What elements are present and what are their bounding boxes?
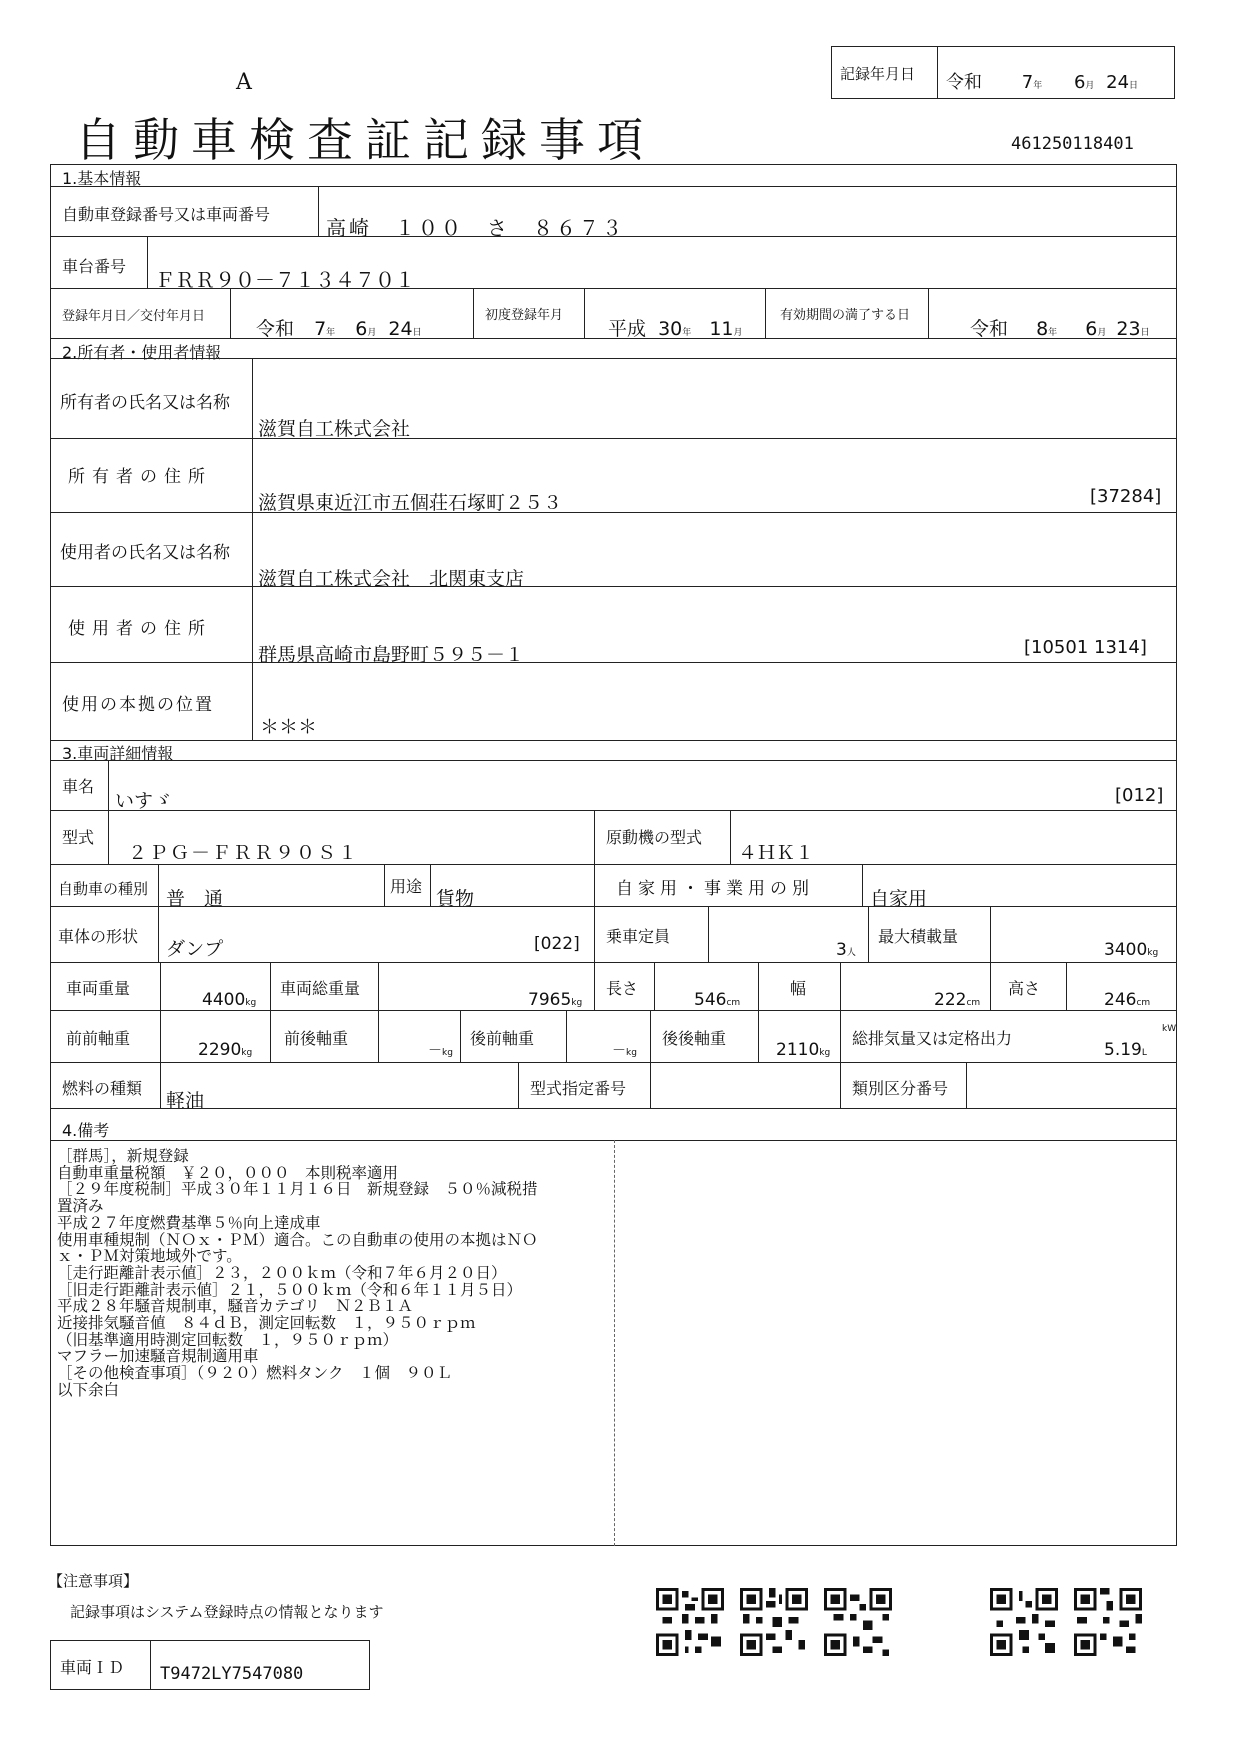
width-label: 幅 bbox=[790, 979, 807, 998]
section3-title: 3.車両詳細情報 bbox=[62, 744, 174, 763]
weight-label: 車両重量 bbox=[66, 979, 131, 998]
length-label: 長さ bbox=[606, 979, 639, 998]
first-reg-label: 初度登録年月 bbox=[485, 308, 564, 323]
qr-code-5-icon bbox=[1074, 1588, 1142, 1656]
owner-name: 滋賀自工株式会社 bbox=[258, 418, 411, 440]
gross-weight: 7965kg bbox=[528, 990, 583, 1010]
caution-title: 【注意事項】 bbox=[48, 1572, 139, 1590]
body-shape: ダンプ bbox=[166, 938, 224, 960]
user-address-label: 使用者の住所 bbox=[68, 619, 212, 639]
model-label: 型式 bbox=[62, 828, 95, 847]
section1-title: 1.基本情報 bbox=[62, 169, 142, 188]
kind-label: 自動車の種別 bbox=[58, 880, 149, 898]
owner-address-label: 所有者の住所 bbox=[68, 467, 212, 487]
vehicle-id: T9472LY7547080 bbox=[160, 1664, 304, 1684]
page-title: 自動車検査証記録事項 bbox=[75, 113, 655, 167]
vehicle-id-label: 車両ＩＤ bbox=[60, 1658, 125, 1677]
engine-model: ４ＨＫ１ bbox=[738, 842, 815, 864]
vehicle-weight: 4400kg bbox=[202, 990, 257, 1010]
rr-axle-label: 後後軸重 bbox=[662, 1029, 727, 1048]
max-load-label: 最大積載量 bbox=[878, 927, 959, 946]
rf-axle-weight: －kg bbox=[612, 1043, 637, 1059]
gross-label: 車両総重量 bbox=[280, 979, 361, 998]
max-load: 3400kg bbox=[1104, 940, 1159, 960]
section2-title: 2.所有者・使用者情報 bbox=[62, 343, 222, 362]
qr-code-2-icon bbox=[740, 1588, 808, 1656]
expiry-date: 令和 8年 6月 23日 bbox=[970, 318, 1150, 340]
qr-code-1-icon bbox=[656, 1588, 724, 1656]
body-code: [022] bbox=[534, 934, 580, 954]
ff-axle-label: 前前軸重 bbox=[66, 1029, 131, 1048]
document-number: 461250118401 bbox=[1011, 134, 1134, 154]
private-business: 自家用 bbox=[870, 888, 928, 910]
body-label: 車体の形状 bbox=[58, 927, 139, 946]
maker: いすゞ bbox=[115, 790, 173, 812]
record-date: 令和 7年 6月 24日 bbox=[946, 72, 1139, 93]
displacement-label: 総排気量又は定格出力 bbox=[852, 1029, 1013, 1048]
capacity: 3人 bbox=[836, 940, 856, 960]
owner-address-code: [37284] bbox=[1090, 486, 1162, 507]
user-address: 群馬県高崎市島野町５９５－１ bbox=[258, 644, 525, 666]
use-label: 用途 bbox=[390, 877, 423, 896]
reg-date: 令和 7年 6月 24日 bbox=[256, 318, 422, 340]
first-reg-date: 平成 30年 11月 bbox=[608, 318, 743, 340]
type-designation-label: 型式指定番号 bbox=[530, 1079, 627, 1098]
record-date-label: 記録年月日 bbox=[840, 65, 916, 83]
user-name: 滋賀自工株式会社 北関東支店 bbox=[258, 568, 525, 590]
maker-code: [012] bbox=[1115, 785, 1164, 806]
qr-code-4-icon bbox=[990, 1588, 1058, 1656]
chassis-label: 車台番号 bbox=[62, 257, 127, 276]
fr-axle-weight: －kg bbox=[428, 1043, 453, 1059]
base-location-label: 使用の本拠の位置 bbox=[62, 695, 214, 715]
reg-date-label: 登録年月日／交付年月日 bbox=[62, 309, 206, 324]
capacity-label: 乗車定員 bbox=[606, 927, 671, 946]
private-label: 自家用・事業用の別 bbox=[616, 879, 814, 899]
base-location: ＊＊＊ bbox=[260, 716, 318, 738]
maker-label: 車名 bbox=[62, 777, 95, 796]
width: 222cm bbox=[934, 990, 981, 1010]
length: 546cm bbox=[694, 990, 741, 1010]
use: 貨物 bbox=[436, 888, 475, 910]
height-label: 高さ bbox=[1008, 979, 1041, 998]
owner-name-label: 所有者の氏名又は名称 bbox=[60, 393, 230, 413]
category-label: 類別区分番号 bbox=[852, 1079, 949, 1098]
qr-code-3-icon bbox=[824, 1588, 892, 1656]
engine-label: 原動機の型式 bbox=[606, 828, 703, 847]
ff-axle-weight: 2290kg bbox=[198, 1040, 253, 1060]
owner-address: 滋賀県東近江市五個荘石塚町２５３ bbox=[258, 492, 563, 514]
remarks-text: ［群馬］，新規登録 自動車重量税額 ￥２０，０００ 本則税率適用 ［２９年度税制］平成３０年１１月１６日 新規登録 ５０％減税措 置済み 平成２７年度燃費基準５％向上達成車 使用車種規制（ＮＯｘ・ＰＭ）適合。この自動車の使用の本拠はＮＯ ｘ・ＰＭ対策地域外です。 ［走行距離計表示値］２３，２００ｋｍ（令和７年６月２０日） ［旧走行距離計表示値］２１，５００ｋｍ（令和６年１１月５日） 平成２８年騒音規制車，騒音カテゴリ Ｎ２Ｂ１Ａ 近接排気騒音値 ８４ｄＢ，測定回転数 １，９５０ｒｐｍ （旧基準適用時測定回転数 １，９５０ｒｐｍ） マフラー加速騒音規制適用車 ［その他検査事項］（９２０）燃料タンク １個 ９０Ｌ 以下余白 bbox=[57, 1147, 538, 1399]
height: 246cm bbox=[1104, 990, 1151, 1010]
caution-text: 記録事項はシステム登録時点の情報となります bbox=[70, 1603, 384, 1621]
vehicle-kind: 普 通 bbox=[166, 888, 224, 910]
rf-axle-label: 後前軸重 bbox=[470, 1029, 535, 1048]
reg-no-label: 自動車登録番号又は車両番号 bbox=[62, 205, 271, 224]
expiry-label: 有効期間の満了する日 bbox=[780, 308, 911, 323]
form-mark: A bbox=[236, 70, 252, 95]
chassis-number: ＦＲＲ９０－７１３４７０１ bbox=[155, 268, 415, 292]
model: ２ＰＧ－ＦＲＲ９０Ｓ１ bbox=[128, 842, 360, 864]
section4-title: 4.備考 bbox=[62, 1121, 110, 1140]
user-address-code: [10501 1314] bbox=[1024, 637, 1147, 658]
reg-no: 高崎 １００ さ ８６７３ bbox=[326, 216, 625, 240]
fr-axle-label: 前後軸重 bbox=[284, 1029, 349, 1048]
kw-unit: kW bbox=[1162, 1024, 1177, 1034]
user-name-label: 使用者の氏名又は名称 bbox=[60, 543, 230, 563]
fuel-type: 軽油 bbox=[166, 1090, 205, 1112]
displacement: 5.19L bbox=[1104, 1040, 1147, 1060]
rr-axle-weight: 2110kg bbox=[776, 1040, 831, 1060]
fuel-label: 燃料の種類 bbox=[62, 1079, 143, 1098]
